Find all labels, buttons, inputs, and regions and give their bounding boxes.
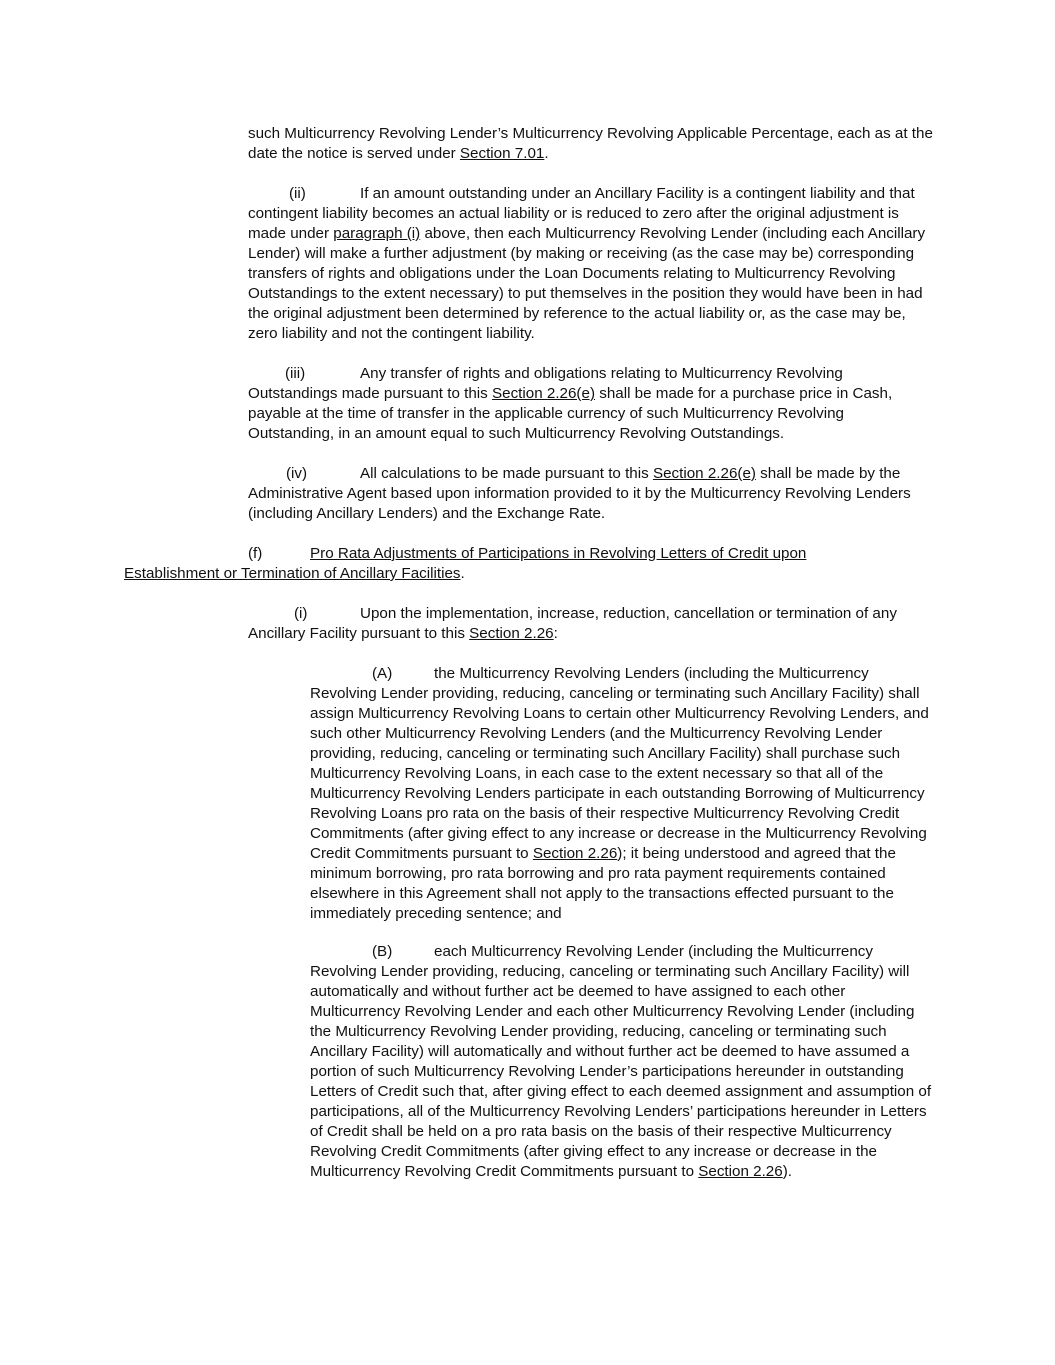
paragraph-label: (f) [248,545,263,562]
paragraph-continuation: such Multicurrency Revolving Lender’s Multicurrency Revolving Applicable Percentage, each as at the date the notice is served under Section 7.01. [248,125,933,162]
paragraph-label: (iii) [285,365,306,382]
section-reference: Section 2.26(e) [492,385,595,402]
paragraph-label: (ii) [289,185,306,202]
paragraph-reference: paragraph (i) [333,225,421,242]
paragraph-i: (i) Upon the implementation, increase, reduction, cancellation or termination of any Ancillary Facility pursuant to this Section 2.26: [248,605,897,642]
section-reference: Section 7.01 [459,145,545,162]
section-heading-continued: Establishment or Termination of Ancillary Facilities [124,565,461,582]
paragraph-label: (iv) [286,465,308,482]
paragraph-B: (B) each Multicurrency Revolving Lender (including the Multicurrency Revolving Lender providing, reducing, canceling or terminating such Ancillary Facility) will automatically and without further act be deemed to have assigned to each other Multicurrency Revolving Lender and each other Multicurrency Revolving Lender (including the Multicurrency Revolving Lender providing, reducing, canceling or terminating such Ancillary Facility) will automatically and without further act be deemed to have assumed a portion of such Multicurrency Revolving Lender’s participations hereunder in outstanding Letters of Credit such that, after giving effect to each deemed assignment and assumption of participations, all of the Multicurrency Revolving Lenders’ participations hereunder in Letters of Credit shall be held on a pro rata basis on the basis of their respective Multicurrency Revolving Credit Commitments (after giving effect to any increase or decrease in the Multicurrency Revolving Credit Commitments pursuant to Section 2.26). [310,943,932,1180]
paragraph-label: (A) [372,665,393,682]
section-reference: Section 2.26(e) [652,465,756,482]
heading-f: (f) Pro Rata Adjustments of Participations in Revolving Letters of Credit upon Establishment or Termination of Ancillary Facilities. [124,545,807,582]
paragraph-label: (B) [372,943,393,960]
section-reference: Section 2.26 [469,625,554,642]
section-reference: Section 2.26 [698,1163,783,1180]
section-heading: Pro Rata Adjustments of Participations in Revolving Letters of Credit upon [310,545,807,562]
paragraph-iv: (iv) All calculations to be made pursuant to this Section 2.26(e) shall be made by the Administrative Agent based upon information provided to it by the Multicurrency Revolving Lenders (including Ancillary Lenders) and the Exchange Rate. [248,465,911,522]
paragraph-ii: (ii) If an amount outstanding under an Ancillary Facility is a contingent liability and that contingent liability becomes an actual liability or is reduced to zero after the original adjustment is made under paragraph (i) above, then each Multicurrency Revolving Lender (including each Ancillary Lender) will make a further adjustment (by making or receiving (as the case may be) corresponding transfers of rights and obligations under the Loan Documents relating to Multicurrency Revolving Outstandings to the extent necessary) to put themselves in the position they would have been in had the original adjustment been determined by reference to the actual liability or, as the case may be, zero liability and not the contingent liability. [248,185,926,342]
section-reference: Section 2.26 [532,845,618,862]
paragraph-iii: (iii) Any transfer of rights and obligations relating to Multicurrency Revolving Outstandings made pursuant to this Section 2.26(e) shall be made for a purchase price in Cash, payable at the time of transfer in the applicable currency of such Multicurrency Revolving Outstanding, in an amount equal to such Multicurrency Revolving Outstandings. [248,365,893,442]
paragraph-label: (i) [294,605,308,622]
paragraph-A: (A) the Multicurrency Revolving Lenders (including the Multicurrency Revolving Lender providing, reducing, canceling or terminating such Ancillary Facility) shall assign Multicurrency Revolving Loans to certain other Multicurrency Revolving Lenders, and such other Multicurrency Revolving Lenders (and the Multicurrency Revolving Lender providing, reducing, canceling or terminating such Ancillary Facility) shall purchase such Multicurrency Revolving Loans, in each case to the extent necessary so that all of the Multicurrency Revolving Lenders participate in each outstanding Borrowing of Multicurrency Revolving Loans pro rata on the basis of their respective Multicurrency Revolving Credit Commitments (after giving effect to any increase or decrease in the Multicurrency Revolving Credit Commitments pursuant to Section 2.26); it being understood and agreed that the minimum borrowing, pro rata borrowing and pro rata payment requirements contained elsewhere in this Agreement shall not apply to the transactions effected pursuant to the immediately preceding sentence; and [310,665,929,922]
